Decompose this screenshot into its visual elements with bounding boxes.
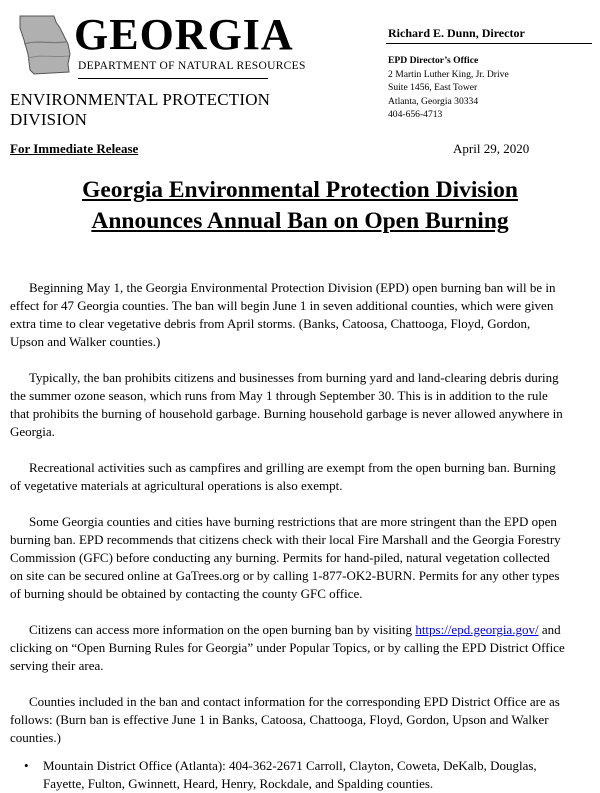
- release-label: For Immediate Release: [10, 141, 139, 156]
- logo-divider: [78, 78, 268, 79]
- address-line-2: Suite 1456, East Tower: [388, 82, 478, 93]
- press-release-title: [0, 175, 600, 237]
- department-name: DEPARTMENT OF NATURAL RESOURCES: [78, 60, 306, 72]
- district-office-list: [10, 757, 565, 793]
- address-line-1: 2 Martin Luther King, Jr. Drive: [388, 68, 509, 80]
- paragraph-4: Some Georgia counties and cities have burning restrictions that are more stringent than the EPD open burning ban. EPD recommends that citizens check with their local Fire Marshall and the Georgia Forestry Commission (GFC) before conducting any burning. Permits for hand-piled, natural vegetation collected on site can be secured online at GaTrees.org or by calling 1-877-OK2-BURN. Permits for any other types of burning should be obtained by contacting the county GFC office.: [10, 514, 561, 601]
- office-phone: 404-656-4713: [388, 109, 443, 120]
- release-date: April 29, 2020: [453, 141, 530, 156]
- paragraph-3: Recreational activities such as campfires and grilling are exempt from the open burning ban. Burning of vegetative materials at agricultural operations is also exempt.: [10, 460, 556, 493]
- epd-website-link[interactable]: https://epd.georgia.gov/: [415, 622, 539, 637]
- list-item: [24, 757, 565, 793]
- title-line-1: Georgia Environmental Protection Division: [82, 177, 518, 203]
- header-divider: [386, 43, 592, 44]
- paragraph-5-text-cont: and clicking on “Open Burning Rules for Georgia” under Popular Topics, or by calling the EPD District Office serving their area.: [10, 622, 565, 673]
- list-item-text: Mountain District Office (Atlanta): 404-362-2671 Carroll, Clayton, Coweta, DeKalb, Douglas, Fayette, Fulton, Gwinnett, Heard, Henry, Rockdale, and Spalding counties.: [43, 758, 537, 791]
- director-name: Richard E. Dunn, Director: [388, 26, 525, 40]
- georgia-state-map-icon: [14, 14, 72, 78]
- release-body: [10, 279, 565, 793]
- paragraph-6: Counties included in the ban and contact information for the corresponding EPD District Office are as follows: (Burn ban is effective June 1 in Banks, Catoosa, Chattooga, Floyd, Gordon, Upson and Walker counties.): [10, 694, 560, 745]
- georgia-wordmark: GEORGIA: [74, 10, 294, 59]
- paragraph-5: [10, 621, 565, 675]
- paragraph-1: Beginning May 1, the Georgia Environmental Protection Division (EPD) open burning ban will be in effect for 47 Georgia counties. The ban will begin June 1 in seven additional counties, which were given extra time to clear vegetative debris from April storms. (Banks, Catoosa, Chattooga, Floyd, Gordon, Upson and Walker counties.): [10, 280, 556, 349]
- division-name: ENVIRONMENTAL PROTECTION DIVISION: [10, 90, 271, 129]
- title-line-2: Announces Annual Ban on Open Burning: [91, 208, 509, 234]
- office-title: EPD Director’s Office: [388, 55, 479, 66]
- office-address: [388, 54, 509, 122]
- paragraph-5-text: Citizens can access more information on the open burning ban by visiting: [29, 622, 416, 637]
- bullet-icon: •: [24, 758, 29, 773]
- address-line-3: Atlanta, Georgia 30334: [388, 95, 479, 107]
- paragraph-2: Typically, the ban prohibits citizens and businesses from burning yard and land-clearing debris during the summer ozone season, which runs from May 1 through September 30. This is in addition to the rule that prohibits the burning of household garbage. Burning household garbage is never allowed anywhere in Georgia.: [10, 370, 563, 439]
- agency-logo: [10, 8, 310, 129]
